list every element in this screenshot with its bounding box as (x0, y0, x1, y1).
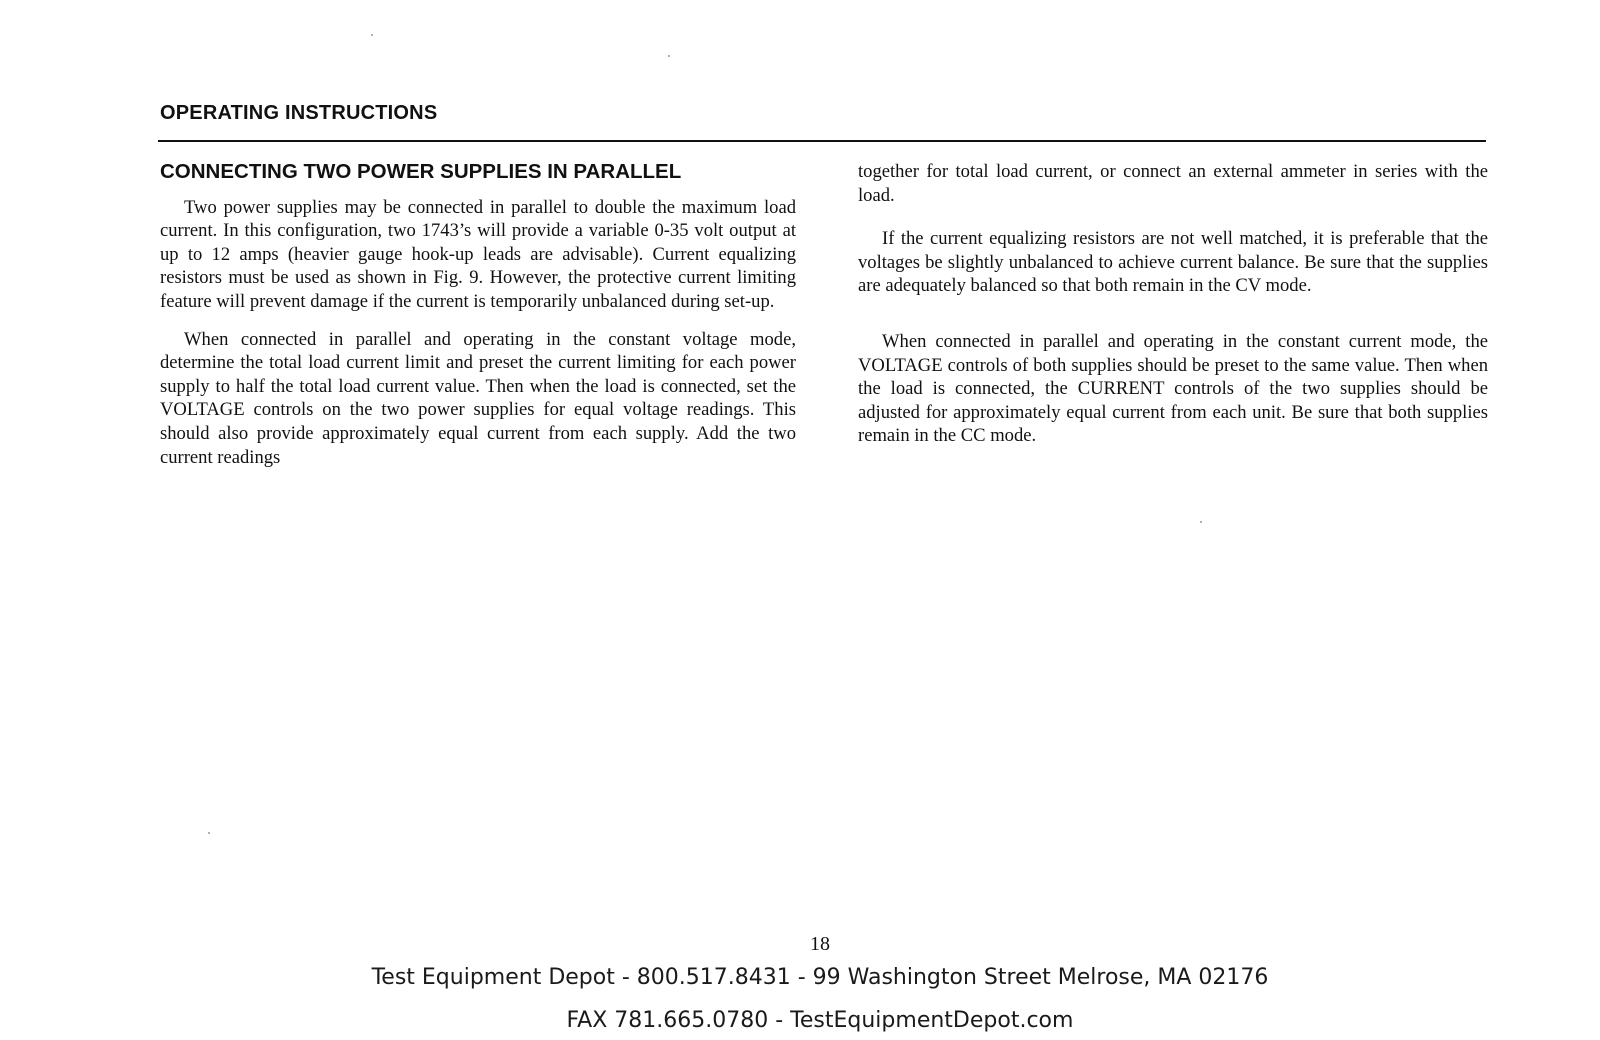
right-column (858, 160, 1488, 448)
left-paragraph-2: When connected in parallel and operating in the constant voltage mode, determine the total load current limit and preset the current limiting for each power supply to half the total load current value. Then when the load is connected, set the VOLTAGE controls on the two power supplies for equal voltage readings. This should also provide approximately equal current from each supply. Add the two current readings (160, 328, 796, 468)
footer-fax-line: FAX 781.665.0780 - TestEquipmentDepot.com (566, 1008, 1074, 1033)
scan-speck (371, 34, 373, 36)
scan-speck (668, 55, 670, 57)
right-paragraph-2: If the current equalizing resistors are not well matched, it is preferable that the voltages be slightly unbalanced to achieve current balance. Be sure that the supplies are adequately balanced so that both remain in the CV mode. (858, 228, 1488, 297)
footer-contact-line: Test Equipment Depot - 800.517.8431 - 99 Washington Street Melrose, MA 02176 (371, 965, 1269, 990)
left-column (160, 160, 796, 469)
header-divider (158, 140, 1486, 142)
left-paragraph-1: Two power supplies may be connected in parallel to double the maximum load current. In this configuration, two 1743’s will provide a variable 0-35 volt output at up to 12 amps (heavier gauge hook-up leads are advisable). Current equalizing resistors must be used as shown in Fig. 9. However, the protective current limiting feature will prevent damage if the current is temporarily unbalanced during set-up. (160, 196, 796, 312)
scan-speck (1200, 521, 1202, 523)
right-paragraph-1: together for total load current, or connect an external ammeter in series with the load. (858, 161, 1488, 206)
page-number: 18 (810, 933, 830, 955)
scan-speck (208, 832, 210, 834)
section-header: OPERATING INSTRUCTIONS (160, 102, 438, 124)
right-paragraph-3: When connected in parallel and operating in the constant current mode, the VOLTAGE controls of both supplies should be preset to the same value. Then when the load is connected, the CURRENT controls of the two supplies should be adjusted for approximately equal current from each unit. Be sure that both supplies remain in the CC mode. (858, 330, 1488, 447)
article-title: CONNECTING TWO POWER SUPPLIES IN PARALLEL (160, 160, 682, 183)
